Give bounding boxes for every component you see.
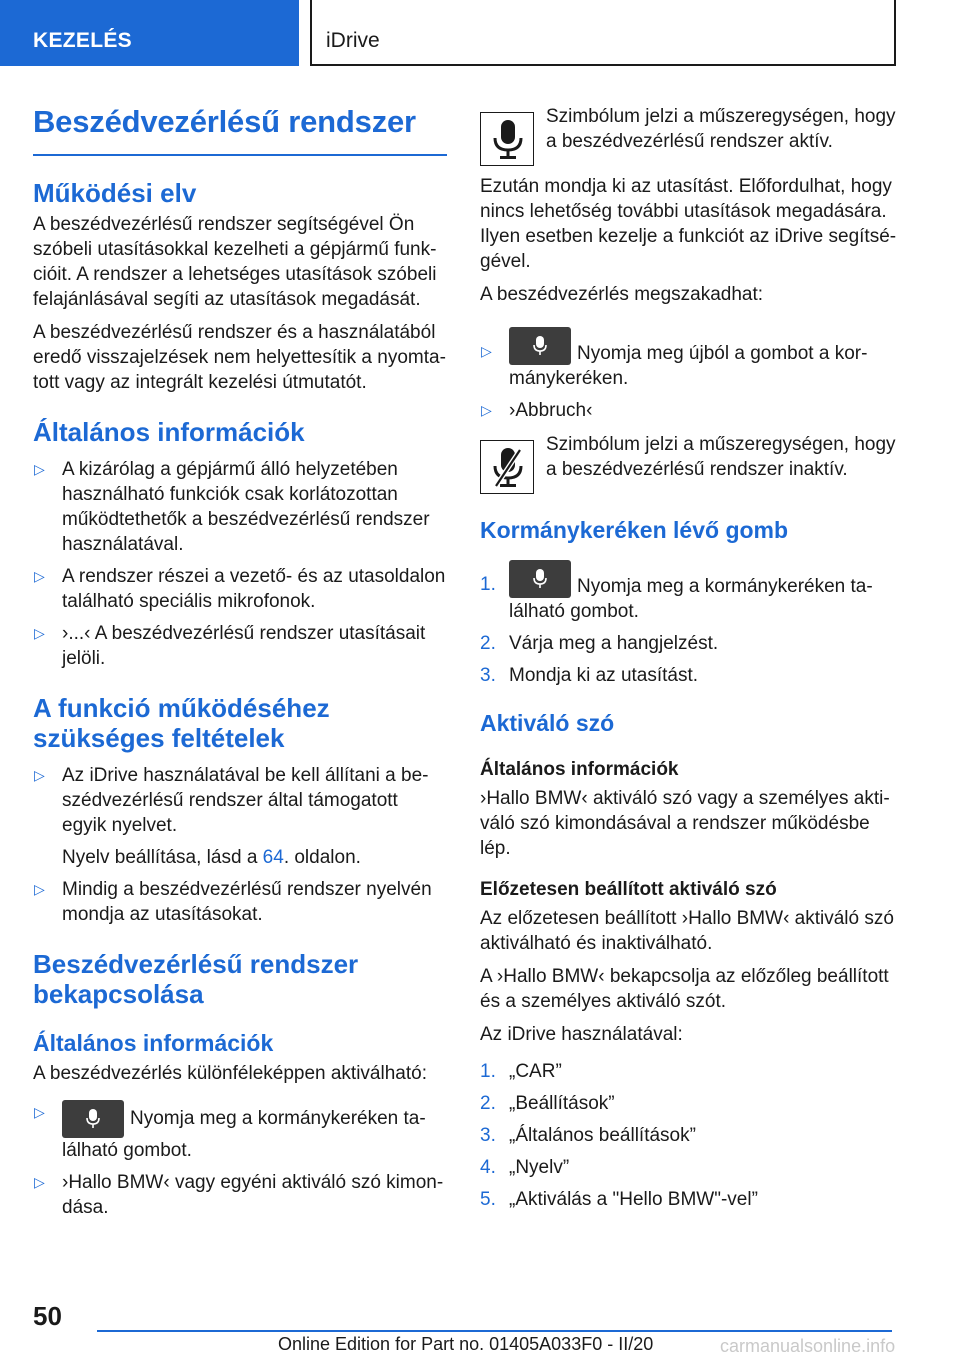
list-item-text: ›Hallo BMW‹ vagy egyéni aktiváló szó kimondása. [62,1172,444,1218]
bullet-icon: ▷ [34,461,45,477]
paragraph: Ezután mondja ki az utasítást. Előfordulhat, hogy nincs lehetőség további utasítások megadására. Ilyen esetben kezelje a funkciót az iDrive segítségével. [480,176,897,272]
left-column [33,100,447,1227]
paragraph: ›Hallo BMW‹ aktiváló szó vagy a személyes aktiváló szó kimondásával a rendszer működésbe lép. [480,788,890,859]
list-number: 3. [480,1125,496,1146]
list-item-text: ›Abbruch‹ [509,400,593,421]
list-item-text: „CAR” [509,1061,562,1082]
header-chapter-label: iDrive [326,29,380,52]
list-item [480,1091,900,1116]
right-column [480,104,900,1219]
heading-general-info: Általános információk [33,417,305,447]
bullet-icon: ▷ [481,402,492,418]
paragraph: Az előzetesen beállított ›Hallo BMW‹ aktiváló szó aktiválható és inaktiválható. [480,908,894,954]
symbol-text: Szimbólum jelzi a műszeregységen, hogy a beszédvezérlésű rendszer aktív. [546,106,896,152]
page-number: 50 [33,1301,62,1331]
subheading: Általános információk [480,759,679,780]
bullet-icon: ▷ [34,767,45,783]
bullet-icon: ▷ [34,881,45,897]
list-item [33,877,447,927]
list-item-text: Nyomja meg a kormánykeréken található gombot. [509,576,873,622]
list-item-text: Mondja ki az utasítást. [509,665,699,686]
list-item-text: Nyomja meg újból a gombot a kormánykeréken. [509,343,868,389]
list-item [480,1123,900,1148]
numbered-list [480,1059,900,1212]
heading-wake-word: Aktiváló szó [480,710,615,736]
list-item-text: „Nyelv” [509,1157,570,1178]
list-item-text: Nyomja meg a kormánykeréken található gombot. [62,1108,426,1161]
list-item [33,763,447,870]
heading-activation: Beszédvezérlésű rendszer bekapcsolása [33,949,359,1009]
heading-principle: Működési elv [33,178,197,208]
paragraph: Az iDrive használatával: [480,1024,683,1045]
list-number: 2. [480,1093,496,1114]
footer-edition: Online Edition for Part no. 01405A033F0 - II/20 [278,1334,654,1354]
bullet-icon: ▷ [34,568,45,584]
list-item-text: „Általános beállítások” [509,1125,696,1146]
heading-requirements: A funkció működéséhez szükséges feltételek [33,693,330,753]
sub-text: Nyelv beállítása, lásd a [62,847,263,868]
symbol-text: Szimbólum jelzi a műszeregységen, hogy a beszédvezérlésű rendszer inaktív. [546,434,896,480]
numbered-list [480,554,900,688]
symbol-row-inactive [480,432,900,490]
list-item [480,317,900,391]
list-item-text: A rendszer részei a vezető- és az utasoldalon található speciális mikrofonok. [62,566,446,612]
list-number: 4. [480,1157,496,1178]
list-item-text: Mindig a beszédvezérlésű rendszer nyelvén mondja az utasításokat. [62,879,432,925]
list-item [480,1059,900,1084]
list-item-text: A kizárólag a gépjármű álló helyzetében használható funkciók csak korlátozottan működtethetők a beszédvezérlésű rendszer használatával. [62,459,430,555]
list-number: 1. [480,1061,496,1082]
page-title: Beszédvezérlésű rendszer [33,100,447,156]
list-item [33,1170,447,1220]
list-item-text: Az iDrive használatával be kell állítani a beszédvezérlésű rendszer által támogatott egyik nyelvet. [62,765,429,836]
list-item-text: ›...‹ A beszédvezérlésű rendszer utasításait jelöli. [62,623,426,669]
list-item [480,631,900,656]
list-item [33,457,447,557]
list-number: 1. [480,574,496,595]
paragraph: A beszédvezérlésű rendszer segítségével Ön szóbeli utasításokkal kezelheti a gépjármű funkcióit. A rendszer a lehetséges utasítások szóbeli felajánlásával segíti az utasítások megadását. [33,214,437,310]
microphone-icon [533,569,547,589]
list-number: 5. [480,1189,496,1210]
sub-text: . oldalon. [283,847,361,868]
voice-button-image [509,327,571,365]
subheading-general-info: Általános információk [33,1030,274,1056]
list-item [480,1155,900,1180]
paragraph: A beszédvezérlésű rendszer és a használatából eredő visszajelzések nem helyettesítik a nyomtatott vagy az integrált kezelési útmutatót. [33,322,446,393]
footer-divider [97,1330,892,1332]
bullet-list [33,1100,447,1220]
list-item [480,663,900,688]
list-number: 2. [480,633,496,654]
list-item [33,564,447,614]
header-chapter [310,0,896,66]
list-number: 3. [480,665,496,686]
page-link[interactable]: 64 [262,847,284,868]
header-section [0,0,299,66]
list-item [33,621,447,671]
list-item [33,1100,447,1163]
mic-active-symbol [480,112,534,166]
microphone-icon [86,1109,100,1129]
list-item [480,554,900,624]
microphone-muted-icon [492,448,524,488]
list-item [480,398,900,423]
voice-button-image [62,1100,124,1138]
paragraph: A beszédvezérlés különféleképpen aktiválható: [33,1063,427,1084]
bullet-icon: ▷ [481,343,492,359]
watermark: carmanualsonline.info [720,1336,896,1356]
paragraph: A beszédvezérlés megszakadhat: [480,284,764,305]
list-item-text: „Aktiválás a "Hello BMW"-vel” [509,1189,758,1210]
bullet-list [480,317,900,423]
heading-steering-button: Kormánykeréken lévő gomb [480,517,789,543]
mic-inactive-symbol [480,440,534,494]
list-item-text: „Beállítások” [509,1093,615,1114]
bullet-list [33,457,447,671]
voice-button-image [509,560,571,598]
list-item-text: Várja meg a hangjelzést. [509,633,719,654]
bullet-icon: ▷ [34,1174,45,1190]
paragraph: A ›Hallo BMW‹ bekapcsolja az előzőleg beállított és a személyes aktiváló szót. [480,966,889,1012]
bullet-icon: ▷ [34,625,45,641]
microphone-icon [492,120,524,160]
bullet-list [33,763,447,927]
microphone-icon [533,336,547,356]
list-item [480,1187,900,1212]
bullet-icon: ▷ [34,1104,45,1120]
header-section-label: KEZELÉS [33,29,132,52]
list-item-sub [62,845,447,870]
subheading: Előzetesen beállított aktiváló szó [480,879,777,900]
symbol-row-active [480,104,900,162]
